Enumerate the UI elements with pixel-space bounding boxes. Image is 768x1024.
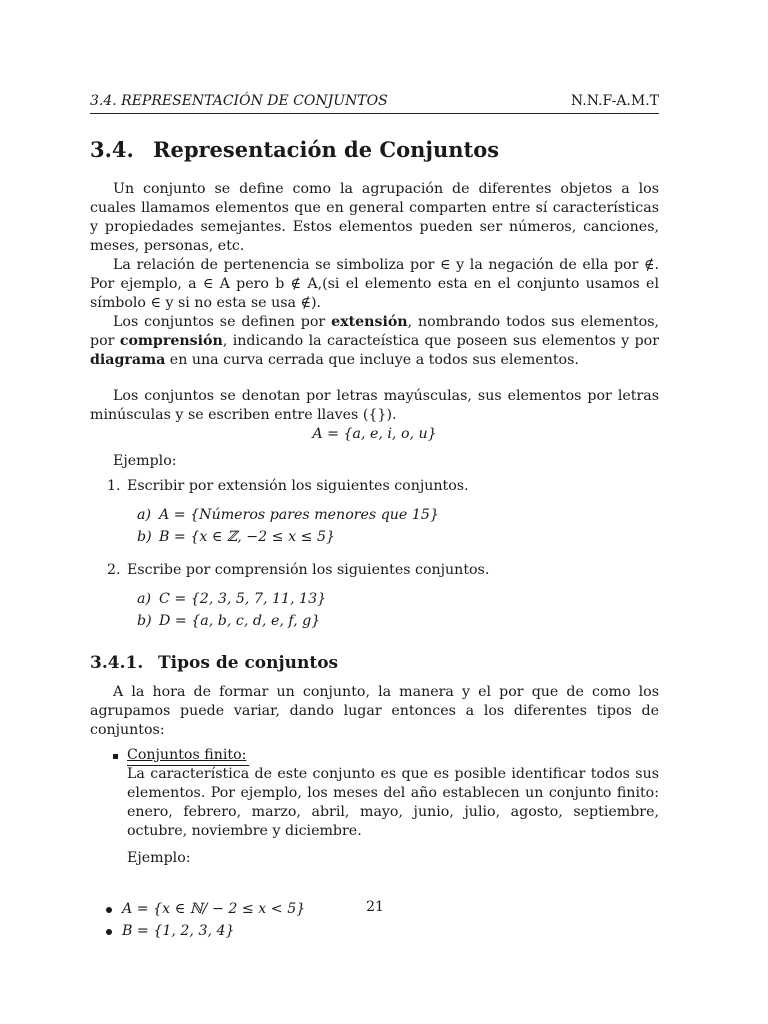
exercise-item (90, 477, 659, 547)
tipo-description (127, 766, 659, 839)
subsection-heading (90, 651, 659, 675)
subsection-title: Tipos de conjuntos (158, 653, 339, 673)
square-bullet-icon (113, 754, 118, 759)
paragraph-representation (90, 313, 659, 370)
tipo-title: Conjuntos finito: (127, 747, 247, 763)
subitem-text: B = {x ∈ ℤ, −2 ≤ x ≤ 5} (159, 529, 336, 545)
formula-vowels: A = {a, e, i, o, u} (312, 426, 437, 442)
section-title: Representación de Conjuntos (153, 137, 500, 162)
subsection-number: 3.4.1. (90, 653, 144, 673)
section-heading (90, 136, 659, 164)
subitem (127, 590, 659, 609)
subitem (127, 612, 659, 631)
subitem (127, 528, 659, 547)
paragraph-membership: La relación de pertenencia se simboliza por ∈ y la negación de ella por ∉. Por ejemplo, a ∈ A pero b ∉ A,(si el elemento esta en el conjunto usamos el símbolo ∈ y si no esta se usa ∉). (90, 257, 659, 311)
text-run: , indicando la caracteística que poseen sus elementos y por (222, 333, 659, 349)
paragraph-definition: Un conjunto se define como la agrupación de diferentes objetos a los cuales llamamos elementos que en general comparten entre sí características y propiedades semejantes. Estos elementos pueden ser números, canciones, meses, personas, etc. (90, 181, 659, 254)
subitem-text: D = {a, b, c, d, e, f, g} (159, 613, 321, 629)
tipo-ejemplo-label: Ejemplo: (127, 850, 191, 866)
subitem-text: A = {Números pares menores que 15} (159, 507, 439, 523)
example-item (90, 922, 659, 941)
paragraph-notation: Los conjuntos se denotan por letras mayúsculas, sus elementos por letras minúsculas y se escriben entre llaves ({}). (90, 388, 659, 423)
subitem-letter: a) (137, 591, 151, 607)
page-number: 21 (366, 899, 384, 915)
header-authors: N.N.F-A.M.T (570, 93, 659, 109)
exercise-sublist (127, 590, 659, 631)
example-text: A = {x ∈ ℕ/ − 2 ≤ x < 5} (122, 901, 306, 917)
exercise-list (90, 477, 659, 631)
term-extension: extensión (331, 314, 408, 330)
section-number: 3.4. (90, 137, 134, 162)
text-run: La característica (127, 766, 250, 782)
page-body (90, 136, 659, 944)
subitem (127, 506, 659, 525)
exercise-text: Escribir por extensión los siguientes conjuntos. (127, 478, 469, 494)
text-run: , nombrando todos sus elementos, por (90, 314, 659, 349)
exercise-number: 1. (107, 478, 121, 494)
term-diagrama: diagrama (90, 352, 166, 368)
header-section-title: 3.4. REPRESENTACIÓN DE CONJUNTOS (90, 93, 388, 109)
subitem-letter: a) (137, 507, 151, 523)
tipos-list (90, 746, 659, 868)
subitem-text: C = {2, 3, 5, 7, 11, 13} (159, 591, 327, 607)
exercise-number: 2. (107, 562, 121, 578)
exercise-item (90, 561, 659, 631)
text-run: en una curva cerrada que incluye a todos sus elementos. (165, 352, 579, 368)
exercise-sublist (127, 506, 659, 547)
text-run: de este conjunto es que es posible identificar todos sus elementos. Por ejemplo, los meses del año establecen un conjunto finito: enero, febrero, marzo, abril, mayo, junio, julio, agosto, septiembre, octubre, noviembre y diciembre. (127, 766, 659, 839)
subitem-letter: b) (137, 529, 152, 545)
paragraph-tipos-intro: A la hora de formar un conjunto, la manera y el por que de como los agrupamos puede variar, dando lugar entonces a los diferentes tipos de conjuntos: (90, 684, 659, 738)
ejemplo-label: Ejemplo: (113, 453, 177, 469)
bullet-dot-icon (106, 929, 112, 935)
tipo-item-finito (90, 746, 659, 868)
running-header (90, 92, 659, 114)
term-comprension: comprensión (119, 333, 223, 349)
text-run: Los conjuntos se definen por (113, 314, 332, 330)
example-text: B = {1, 2, 3, 4} (122, 923, 235, 939)
exercise-text: Escribe por comprensión los siguientes conjuntos. (127, 562, 490, 578)
subitem-letter: b) (137, 613, 152, 629)
